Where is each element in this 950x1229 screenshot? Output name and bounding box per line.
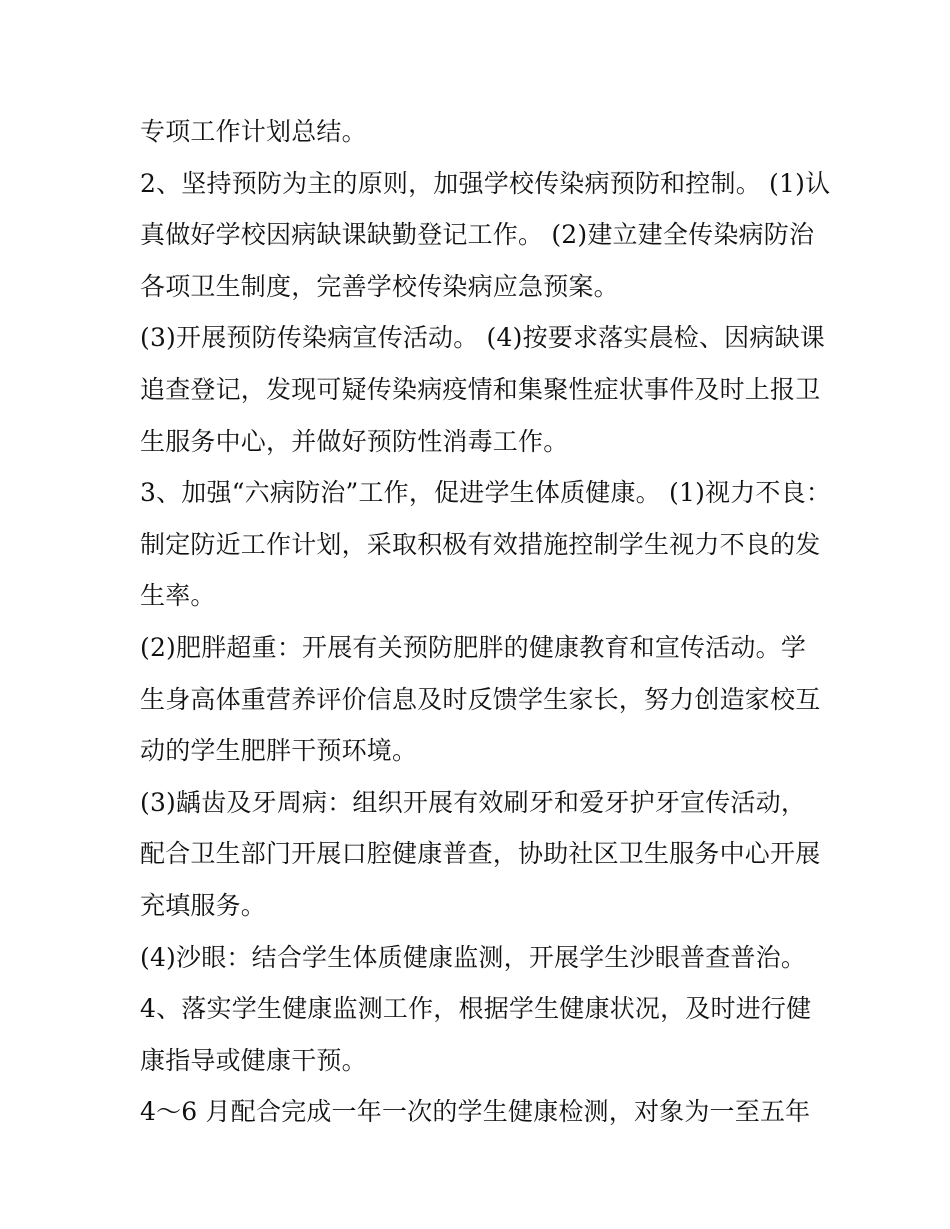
document-body (140, 106, 832, 1138)
text-line: 真做好学校因病缺课缺勤登记工作。 (2)建立建全传染病防治 (140, 220, 815, 250)
text-line: 动的学生肥胖干预环境。 (140, 736, 418, 766)
text-line: 各项卫生制度，完善学校传染病应急预案。 (140, 271, 619, 301)
text-line: 配合卫生部门开展口腔健康普查，协助社区卫生服务中心开展 (140, 839, 821, 869)
text-line: (2)肥胖超重：开展有关预防肥胖的健康教育和宣传活动。学 (140, 632, 807, 662)
text-line: 专项工作计划总结。 (140, 117, 367, 146)
text-line: 2、坚持预防为主的原则，加强学校传染病预防和控制。 (1)认 (140, 168, 831, 198)
text-line: (4)沙眼：结合学生体质健康监测，开展学生沙眼普查普治。 (140, 942, 807, 972)
text-line: 制定防近工作计划，采取积极有效措施控制学生视力不良的发 (140, 529, 821, 559)
text-line: 生服务中心，并做好预防性消毒工作。 (140, 426, 569, 456)
text-line: (3)开展预防传染病宣传活动。 (4)按要求落实晨检、因病缺课 (140, 323, 825, 353)
text-line: 4～6 月配合完成一年一次的学生健康检测，对象为一至五年 (140, 1097, 811, 1127)
text-line: 康指导或健康干预。 (140, 1045, 367, 1075)
text-line: 生身高体重营养评价信息及时反馈学生家长，努力创造家校互 (140, 684, 821, 714)
text-line: (3)龋齿及牙周病：组织开展有效刷牙和爱牙护牙宣传活动， (140, 787, 807, 817)
text-line: 4、落实学生健康监测工作，根据学生健康状况，及时进行健 (140, 994, 812, 1024)
text-line: 充填服务。 (140, 890, 267, 920)
text-line: 追查登记，发现可疑传染病疫情和集聚性症状事件及时上报卫 (140, 374, 821, 404)
text-line: 生率。 (140, 581, 216, 611)
text-line: 3、加强“六病防治”工作，促进学生体质健康。 (1)视力不良： (140, 478, 832, 508)
